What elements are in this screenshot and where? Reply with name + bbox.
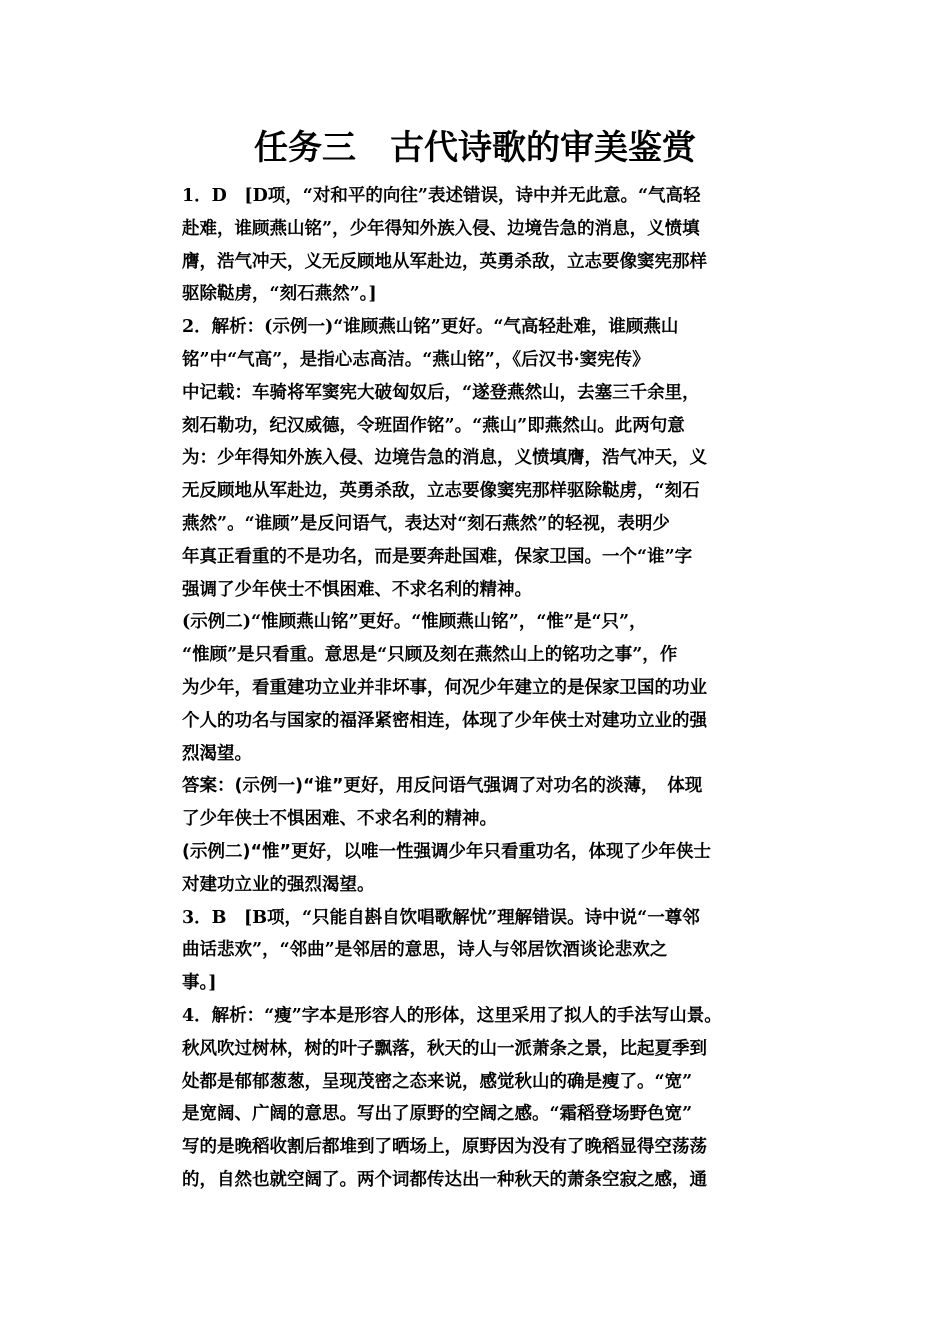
text-line: 为：少年得知外族入侵、边境告急的消息，义愤填膺，浩气冲天，义 xyxy=(182,448,707,469)
text-line: 4．解析：“瘦”字本是形容人的形体，这里采用了拟人的手法写山景。 xyxy=(182,1005,722,1026)
text-line: 强调了少年侠士不惧困难、不求名利的精神。 xyxy=(182,579,532,600)
text-line: 燕然”。“谁顾”是反问语气，表达对“刻石燕然”的轻视，表明少 xyxy=(182,513,670,534)
text-line: 2．解析：(示例一)“谁顾燕山铭”更好。“气高轻赴难，谁顾燕山 xyxy=(182,317,679,338)
text-line: 赴难，谁顾燕山铭”，少年得知外族入侵、边境告急的消息，义愤填 xyxy=(182,218,700,239)
text-line: 1．D [D项，“对和平的向往”表述错误，诗中并无此意。“气高轻 xyxy=(182,186,701,206)
answer-text-body xyxy=(182,180,792,1197)
text-line: 烈渴望。 xyxy=(182,743,252,764)
text-line: 无反顾地从军赴边，英勇杀敌，立志要像窦宪那样驱除鞑虏，“刻石 xyxy=(182,481,700,502)
text-line: 处都是郁郁葱葱，呈现茂密之态来说，感觉秋山的确是瘦了。“宽” xyxy=(182,1071,693,1092)
text-line: 年真正看重的不是功名，而是要奔赴国难，保家卫国。一个“谁”字 xyxy=(182,546,693,567)
page-title: 任务三 古代诗歌的审美鉴赏 xyxy=(254,128,696,168)
text-line: 中记载：车骑将军窦宪大破匈奴后，“遂登燕然山，去塞三千余里， xyxy=(182,382,700,403)
text-line: 铭”中“气高”，是指心志高洁。“燕山铭”，《后汉书·窦宪传》 xyxy=(182,349,650,370)
text-line: 写的是晚稻收割后都堆到了晒场上，原野因为没有了晚稻显得空荡荡 xyxy=(182,1137,707,1158)
text-line: 为少年，看重建功立业并非坏事，何况少年建立的是保家卫国的功业 xyxy=(182,677,707,698)
text-line: 膺，浩气冲天，义无反顾地从军赴边，英勇杀敌，立志要像窦宪那样 xyxy=(182,251,707,272)
text-line: 的，自然也就空阔了。两个词都传达出一种秋天的萧条空寂之感，通 xyxy=(182,1169,707,1190)
answer-line: 答案：(示例一)“谁”更好，用反问语气强调了对功名的淡薄， 体现 xyxy=(182,776,703,797)
text-line: 驱除鞑虏，“刻石燕然”。] xyxy=(182,284,377,305)
text-line: 3．B [B项，“只能自斟自饮唱歌解忧”理解错误。诗中说“一尊邻 xyxy=(182,907,700,928)
answer-line: 了少年侠士不惧困难、不求名利的精神。 xyxy=(182,809,497,830)
text-line: 事。] xyxy=(182,973,217,994)
text-line: 刻石勒功，纪汉威德，令班固作铭”。“燕山”即燕然山。此两句意 xyxy=(182,415,685,436)
text-line: (示例二)“惟顾燕山铭”更好。“惟顾燕山铭”，“惟”是“只”， xyxy=(182,612,647,633)
answer-line: 对建功立业的强烈渴望。 xyxy=(182,874,375,895)
text-line: 个人的功名与国家的福泽紧密相连，体现了少年侠士对建功立业的强 xyxy=(182,710,707,731)
text-line: 秋风吹过树林，树的叶子飘落，秋天的山一派萧条之景，比起夏季到 xyxy=(182,1038,707,1059)
answer-line: (示例二)“惟”更好，以唯一性强调少年只看重功名，体现了少年侠士 xyxy=(182,841,711,862)
text-line: “惟顾”是只看重。意思是“只顾及刻在燕然山上的铭功之事”，作 xyxy=(182,645,678,666)
text-line: 是宽阔、广阔的意思。写出了原野的空阔之感。“霜稻登场野色宽” xyxy=(182,1104,693,1125)
text-line: 曲话悲欢”，“邻曲”是邻居的意思，诗人与邻居饮酒谈论悲欢之 xyxy=(182,940,668,961)
